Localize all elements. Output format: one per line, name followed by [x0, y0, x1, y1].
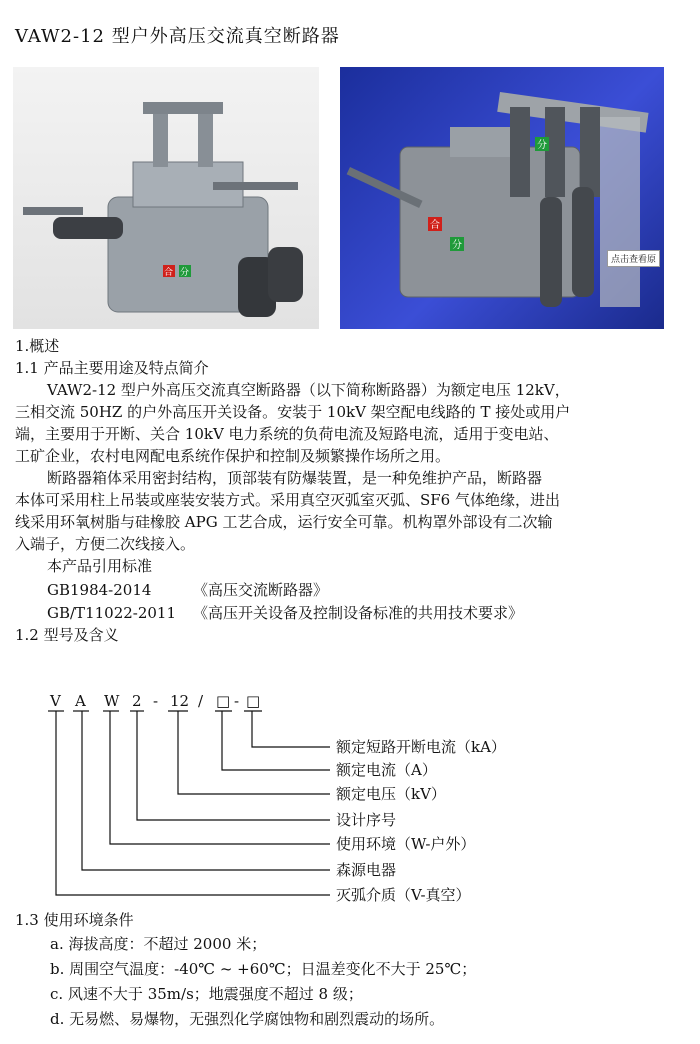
meaning-manufacturer: 森源电器 — [336, 861, 397, 879]
paragraph-2-line-3: 线采用环氧树脂与硅橡胶 APG 工艺合成，运行安全可靠。机构罩外部设有二次输 — [15, 513, 553, 531]
section-1-2-heading: 1.2 型号及含义 — [15, 626, 119, 644]
paragraph-2-line-1: 断路器箱体采用密封结构，顶部装有防爆装置，是一种免维护产品，断路器 — [47, 469, 543, 487]
paragraph-1-line-2: 三相交流 50HZ 的户外高压开关设备。安装于 10kV 架空配电线路的 T 接处或用户 — [15, 403, 571, 421]
paragraph-1-line-4: 工矿企业，农村电网配电系统作保护和控制及频繁操作场所之用。 — [15, 447, 451, 465]
badge-close: 合 — [164, 268, 174, 278]
model-char-12: 12 — [170, 692, 190, 710]
model-char-box-1: □ — [216, 692, 231, 710]
model-designation-diagram — [0, 690, 700, 905]
paragraph-1-line-1: VAW2-12 型户外高压交流真空断路器（以下简称断路器）为额定电压 12kV， — [47, 381, 570, 399]
breaker-illustration-left — [13, 67, 319, 329]
env-item-c: c. 风速不大于 35m/s；地震强度不超过 8 级； — [50, 985, 363, 1003]
env-item-a: a. 海拔高度：不超过 2000 米； — [50, 935, 267, 953]
section-1-1-heading: 1.1 产品主要用途及特点简介 — [15, 359, 209, 377]
paragraph-2-line-2: 本体可采用柱上吊装或座装安装方式。采用真空灭弧室灭弧、SF6 气体绝缘，进出 — [15, 491, 560, 509]
view-original-caption[interactable]: 点击查看原 — [607, 250, 660, 267]
model-char-box-2: □ — [246, 692, 261, 710]
model-char-dash-2: - — [234, 692, 240, 710]
model-char-2: 2 — [132, 692, 142, 710]
meaning-environment: 使用环境（W-户外） — [336, 835, 476, 853]
standard-2-name: 《高压开关设备及控制设备标准的共用技术要求》 — [193, 604, 524, 622]
meaning-rated-current: 额定电流（A） — [336, 761, 437, 779]
model-meanings — [336, 738, 506, 904]
section-1-3-heading: 1.3 使用环境条件 — [15, 911, 134, 929]
standard-1-code: GB1984-2014 — [47, 581, 152, 599]
model-char-dash-1: - — [153, 692, 159, 710]
model-char-slash: / — [198, 692, 204, 710]
env-item-d: d. 无易燃、易爆物，无强烈化学腐蚀物和剧烈震动的场所。 — [50, 1010, 445, 1028]
meaning-design-serial: 设计序号 — [336, 811, 397, 829]
breaker-illustration-right — [340, 67, 664, 329]
product-photo-right — [340, 67, 664, 329]
section-1-heading: 1.概述 — [15, 337, 60, 355]
paragraph-1-line-3: 端，主要用于开断、关合 10kV 电力系统的负荷电流及短路电流，适用于变电站、 — [15, 425, 559, 443]
paragraph-2-line-4: 入端子，方便二次线接入。 — [15, 535, 196, 553]
env-item-b: b. 周围空气温度：-40℃ ~ +60℃；日温差变化不大于 25℃； — [50, 960, 477, 978]
meaning-rated-voltage: 额定电压（kV） — [336, 785, 446, 803]
model-leader-lines — [48, 711, 330, 895]
model-char-a: A — [75, 692, 86, 710]
model-char-v: V — [50, 692, 61, 710]
standard-1-name: 《高压交流断路器》 — [193, 581, 329, 599]
standard-2-code: GB/T11022-2011 — [47, 604, 177, 622]
model-code-chars — [49, 692, 260, 710]
badge-open-top: 分 — [537, 140, 547, 151]
badge-open-side: 分 — [452, 240, 462, 251]
badge-open: 分 — [180, 268, 190, 278]
page-title: VAW2-12 型户外高压交流真空断路器 — [15, 26, 340, 47]
model-char-w: W — [104, 692, 120, 710]
standards-heading: 本产品引用标准 — [47, 557, 153, 575]
badge-close-side: 合 — [430, 220, 440, 231]
meaning-arc-medium: 灭弧介质（V-真空） — [336, 886, 471, 904]
product-photo-left — [13, 67, 319, 329]
meaning-breaking-current: 额定短路开断电流（kA） — [336, 738, 506, 756]
